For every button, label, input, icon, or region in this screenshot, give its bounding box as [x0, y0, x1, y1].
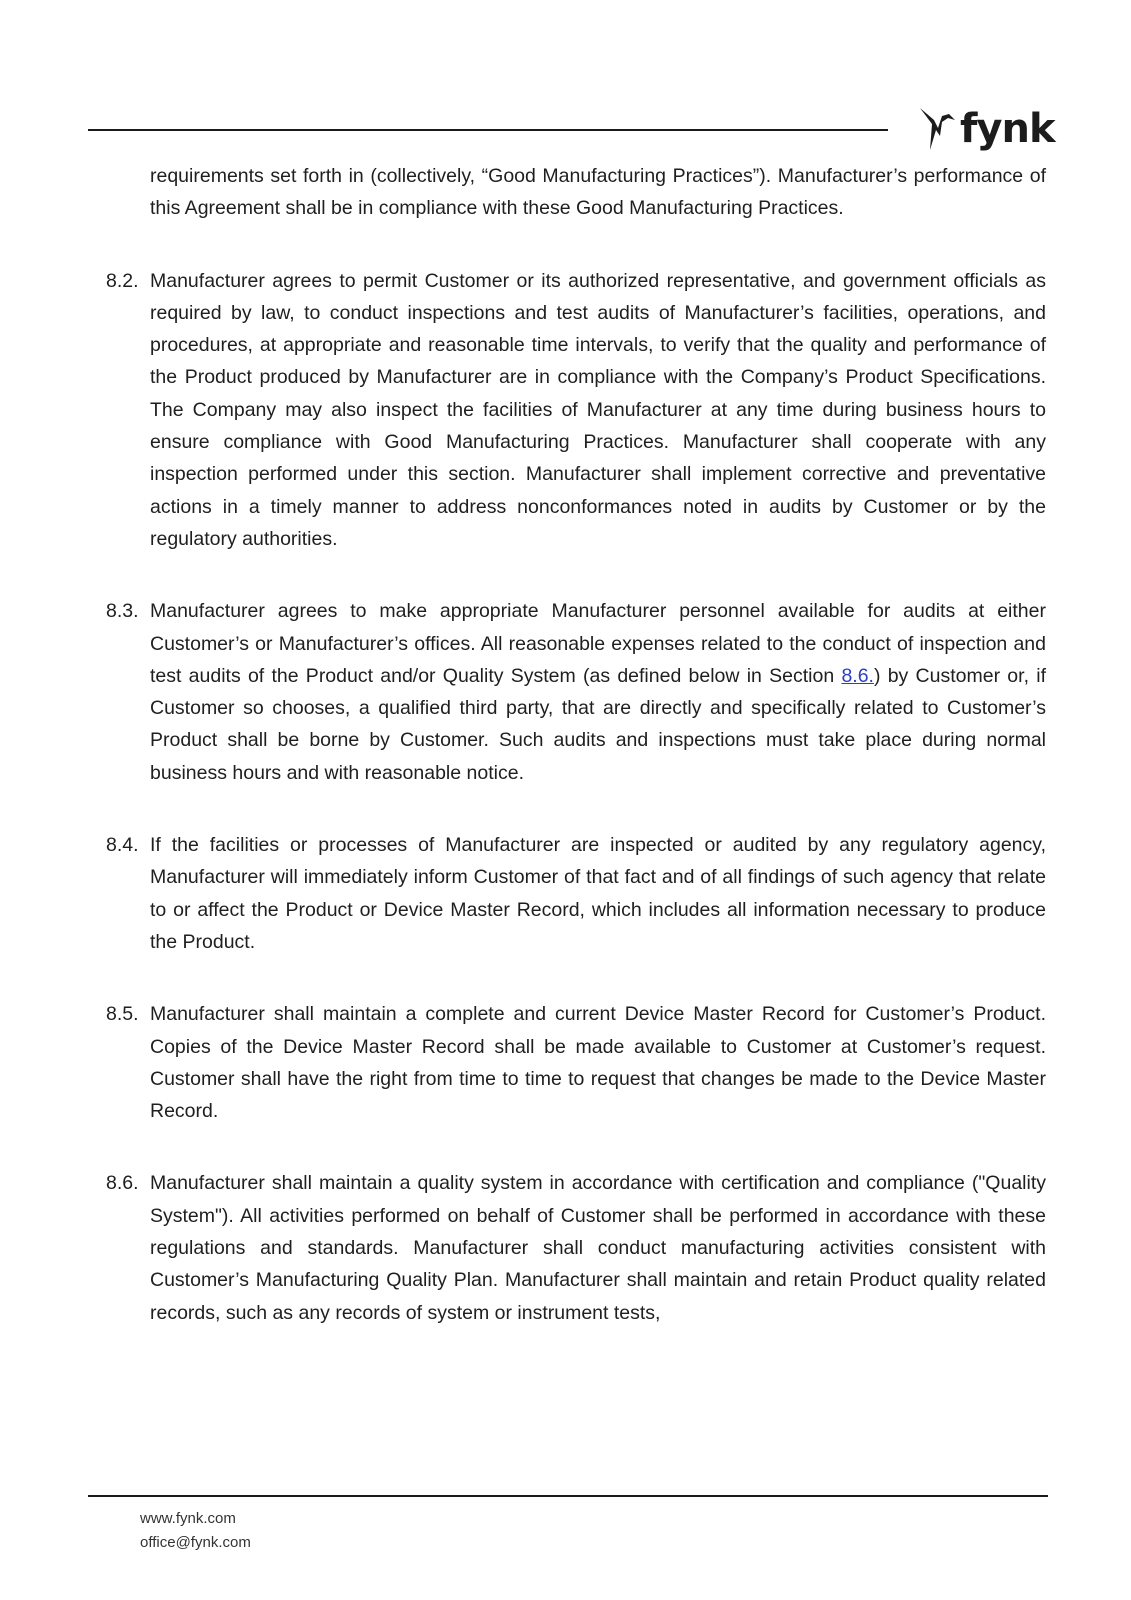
- section-8-6-link[interactable]: 8.6.: [841, 664, 874, 687]
- clause-text: Manufacturer agrees to permit Customer or its authorized representative, and government officials as required by law, to conduct inspections and test audits of Manufacturer’s facilities, operations, and procedures, at appropriate and reasonable time intervals, to verify that the quality and performance of the Product produced by Manufacturer are in compliance with the Company’s Product Specifications. The Company may also inspect the facilities of Manufacturer at any time during business hours to ensure compliance with Good Manufacturing Practices. Manufacturer shall cooperate with any inspection performed under this section. Manufacturer shall implement corrective and preventative actions in a timely manner to address nonconformances noted in audits by Customer or by the regulatory authorities.: [150, 269, 1046, 550]
- header-rule: [88, 129, 888, 131]
- clause-text-after: ) by Customer or, if Customer so chooses, a qualified third party, that are directly and specifically related to Customer’s Product shall be borne by Customer. Such audits and inspections must take place during normal business hours and with reasonable notice.: [150, 664, 1046, 784]
- fynk-logo: [918, 104, 1055, 154]
- clause-8-6: [98, 1167, 1046, 1328]
- clause-text: Manufacturer shall maintain a quality system in accordance with certification and compliance ("Quality System"). All activities performed on behalf of Customer shall be performed in accordance with these regulations and standards. Manufacturer shall conduct manufacturing activities consistent with Customer’s Manufacturing Quality Plan. Manufacturer shall maintain and retain Product quality related records, such as any records of system or instrument tests,: [150, 1172, 1046, 1324]
- clause-number: 8.2.: [106, 269, 139, 292]
- clause-8-4: [98, 829, 1046, 958]
- clause-8-5: [98, 998, 1046, 1127]
- clause-number: 8.3.: [106, 600, 139, 623]
- intro-paragraph: requirements set forth in (collectively, “Good Manufacturing Practices”). Manufacturer’s performance of this Agreement shall be in compliance with these Good Manufacturing Practices.: [150, 165, 1046, 220]
- clause-number: 8.5.: [106, 1003, 139, 1026]
- footer-rule: [88, 1495, 1048, 1497]
- document-body: [98, 160, 1046, 1369]
- clause-8-3: [98, 595, 1046, 789]
- logo-text: fynk: [960, 106, 1055, 152]
- footer: [140, 1507, 251, 1555]
- clause-number: 8.6.: [106, 1172, 139, 1195]
- clause-8-2: [98, 265, 1046, 556]
- clause-text-before: Manufacturer agrees to make appropriate Manufacturer personnel available for audits at either Customer’s or Manufacturer’s offices. All reasonable expenses related to the conduct of inspection and test audits of the Product and/or Quality System (as defined below in Section: [150, 600, 1046, 687]
- footer-website[interactable]: www.fynk.com: [140, 1510, 236, 1527]
- bird-icon: [918, 106, 956, 152]
- clause-number: 8.4.: [106, 834, 139, 857]
- clause-text: Manufacturer shall maintain a complete and current Device Master Record for Customer’s Product. Copies of the Device Master Record shall be made available to Customer at Customer’s request. Customer shall have the right from time to time to request that changes be made to the Device Master Record.: [150, 1003, 1046, 1123]
- clause-text: If the facilities or processes of Manufacturer are inspected or audited by any regulatory agency, Manufacturer will immediately inform Customer of that fact and of all findings of such agency that relate to or affect the Product or Device Master Record, which includes all information necessary to produce the Product.: [150, 834, 1046, 953]
- footer-email[interactable]: office@fynk.com: [140, 1534, 251, 1551]
